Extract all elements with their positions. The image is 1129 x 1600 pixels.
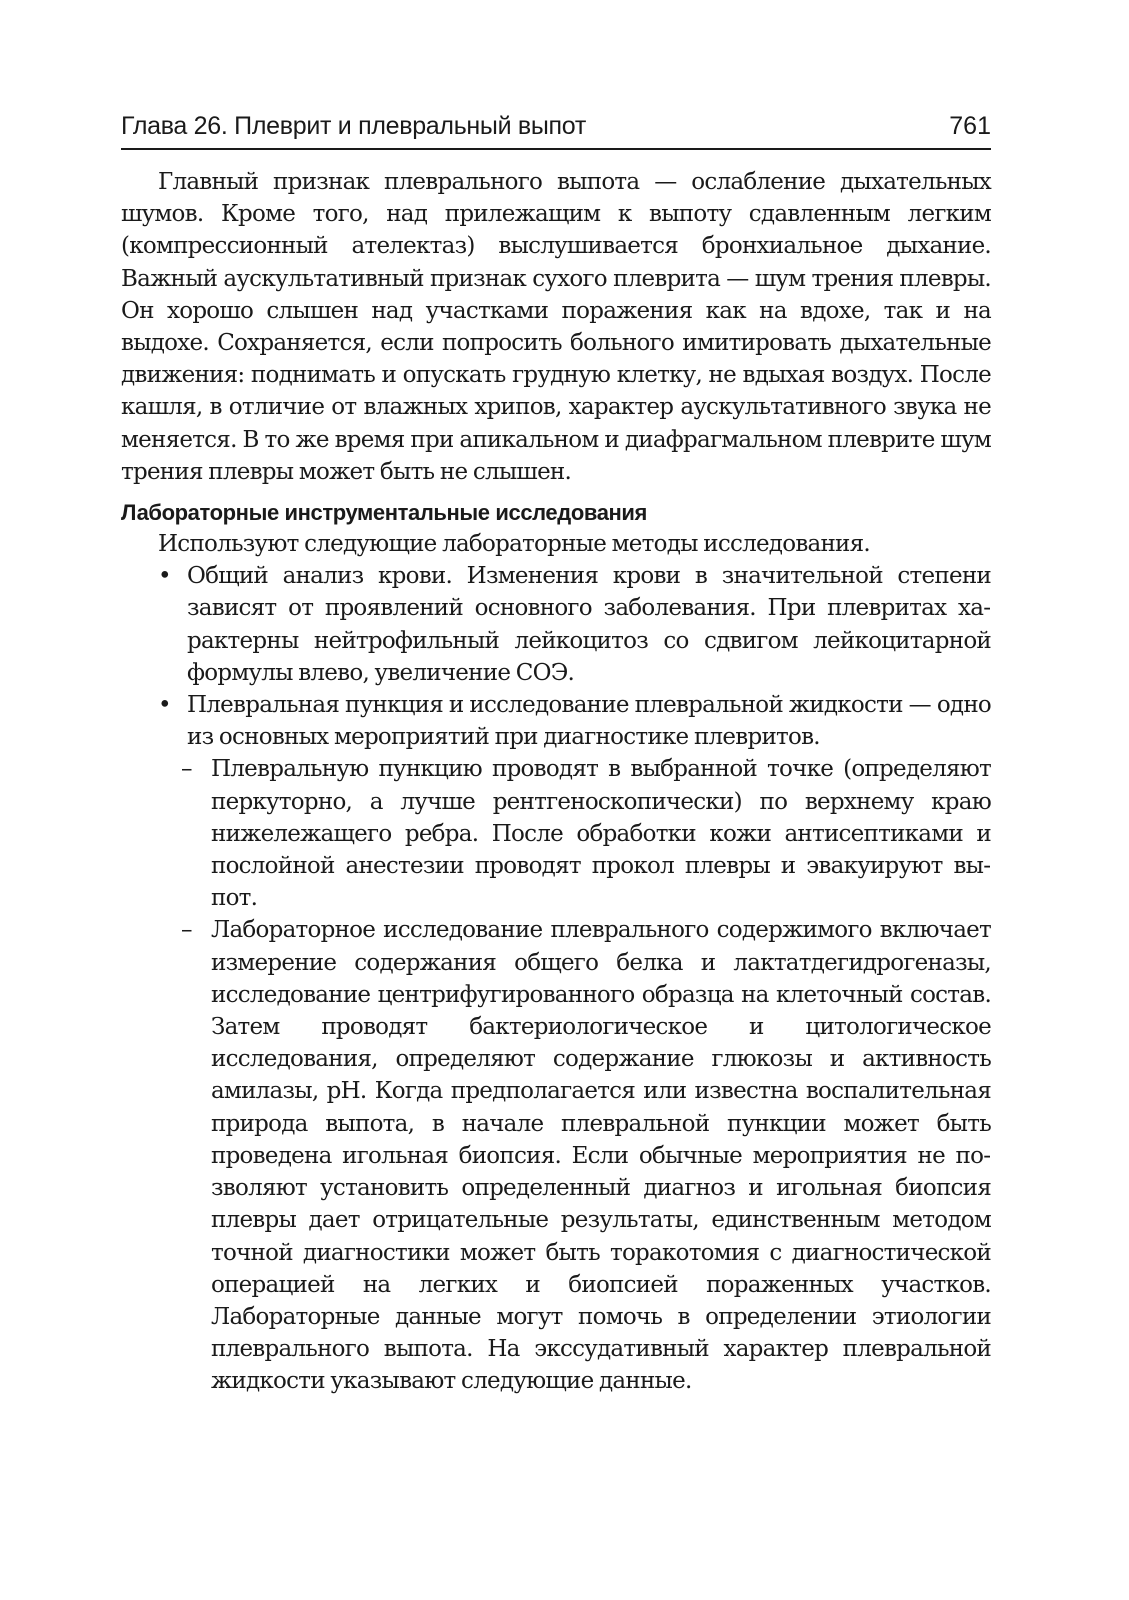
sub-list (181, 753, 991, 1397)
bullet-icon: • (158, 692, 171, 719)
bullet-text: Плевральная пункция и исследование плевральной жидкости — одно из основных мероприятий при диагностике плевритов. (187, 692, 991, 751)
dash-icon: – (181, 917, 192, 944)
list-item (121, 560, 991, 689)
dash-icon: – (181, 756, 192, 783)
list-item (121, 689, 991, 1397)
body-text (121, 166, 991, 1398)
page-number: 761 (949, 112, 991, 140)
sub-item-text: Плевральную пункцию проводят в выбранной точке (определяют перкуторно, а лучше рентгеноскопически) по верхнему краю нижележащего ребра. После обработки кожи антисептиками и послойной анестезии проводят прокол плевры и эвакуируют выпот. (211, 756, 991, 912)
chapter-title: Глава 26. Плеврит и плевральный выпот (121, 112, 586, 140)
section-heading: Лабораторные инструментальные исследования (121, 500, 647, 526)
bullet-icon: • (158, 563, 171, 590)
running-head (121, 108, 991, 150)
bullet-list (121, 560, 991, 1397)
paragraph-auscultation: Главный признак плеврального выпота — ослабление дыхательных шумов. Кроме того, над прилежащим к выпоту сдавленным легким (компрессионный ателектаз) выслушивается бронхиальное дыхание. Важный аускультативный признак сухого плеврита — шум трения плевры. Он хорошо слышен над участками поражения как на вдохе, так и на выдохе. Сохраняется, если попросить больного имитировать дыхательные движения: поднимать и опускать грудную клетку, не вдыхая воздух. После кашля, в отличие от влажных хрипов, характер аускультативного звука не меняется. В то же время при апикальном и диафрагмальном плеврите шум трения плевры может быть не слышен. (121, 169, 991, 485)
sub-item-text: Лабораторное исследование плеврального содержимого включает измерение содержания общего белка и лактатдегидрогеназы, исследование центрифугированного образца на клеточный состав. Затем проводят бактериологическое и цитологическое исследования, определяют содержание глюкозы и активность амилазы, pH. Когда предполагается или известна воспалительная природа выпота, в начале плевральной пункции может быть проведена игольная биопсия. Если обычные мероприятия не позволяют установить определенный диагноз и игольная биопсия плевры дает отрицательные результаты, единственным методом точной диагностики может быть торакотомия с диагностической операцией на легких и биопсией пораженных участков. Лабораторные данные могут помочь в определении этиологии плеврального выпота. На экссудативный характер плевральной жидкости указывают следующие данные. (211, 917, 991, 1395)
sub-list-item (181, 753, 991, 914)
sub-list-item (181, 914, 991, 1397)
section-intro: Используют следующие лабораторные методы исследования. (158, 531, 870, 558)
bullet-text: Общий анализ крови. Изменения крови в значительной степени зависят от проявлений основного заболевания. При плевритах характерны нейтрофильный лейкоцитоз со сдвигом лейкоцитарной формулы влево, увеличение СОЭ. (187, 563, 991, 686)
